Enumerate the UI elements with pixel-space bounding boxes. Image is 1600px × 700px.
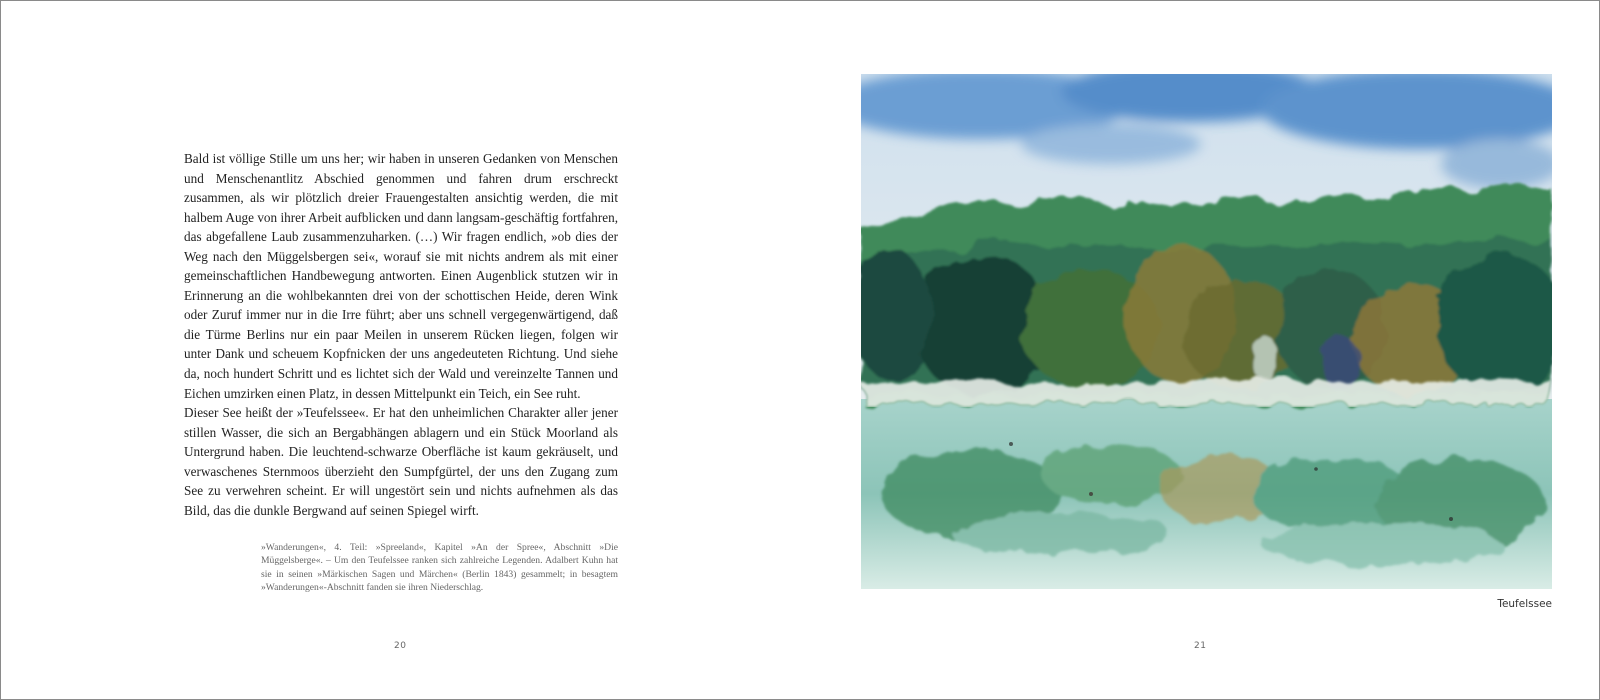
watercolor-lake-image xyxy=(861,74,1552,589)
paragraph-2: Dieser See heißt der »Teufelssee«. Er hat den unheimlichen Charakter aller jener stillen Wasser, die sich an Bergabhängen ablagern und ein Stück Moorland als Untergrund haben. Die leuchtend-schwarze Oberfläche ist kaum gekräuselt, und verwaschenes Sternmoos überzieht den Sumpfgürtel, der uns den Zugang zum See zu verwehren scheint. Er will ungestört sein und nichts aufnehmen als das Bild, das die dunkle Bergwand auf seinen Spiegel wirft. xyxy=(184,405,618,518)
paragraph-1: Bald ist völlige Stille um uns her; wir haben in unseren Gedanken von Menschen und Menschenantlitz Abschied genommen und fahren drum erschreckt zusammen, als wir plötzlich dreier Frauengestalten ansichtig werden, die mit halbem Auge von ihrer Arbeit aufblicken und dann langsam-geschäftig fortfahren, das abgefallene Laub zusammenzuharken. (…) Wir fragen endlich, »ob dies der Weg nach den Müggelsbergen sei«, worauf sie mit nichts andrem als mit einer gemeinschaftlichen Handbewegung antworten. Einen Augenblick stutzen wir in Erinnerung an die wohlbekannten drei von der schottischen Heide, deren Wink oder Zuruf immer nur in die Irre führt; aber uns schnell vergegenwärtigend, daß die Türme Berlins nur ein paar Meilen in unserem Rücken liegen, folgen wir unter Dank und scheuem Kopfnicken der uns angedeuteten Richtung. Und siehe da, noch hundert Schritt und es lichtet sich der Wald und vereinzelte Tannen und Eichen umzirken einen Platz, in dessen Mittelpunkt ein Teich, ein See ruht. xyxy=(184,151,618,401)
page-number-left: 20 xyxy=(394,641,407,651)
left-page xyxy=(1,1,800,699)
body-text xyxy=(184,149,618,520)
watercolor-painting xyxy=(861,74,1552,589)
source-footnote: »Wanderungen«, 4. Teil: »Spreeland«, Kapitel »An der Spree«, Abschnitt »Die Müggelsberge«. – Um den Teufelssee ranken sich zahlreiche Legenden. Adalbert Kuhn hat sie in seinen »Märkischen Sagen und Märchen« (Berlin 1843) gesammelt; in besagtem »Wanderungen«-Abschnitt fanden sie ihren Niederschlag. xyxy=(261,542,618,594)
right-page xyxy=(800,1,1599,699)
page-number-right: 21 xyxy=(1194,641,1207,651)
image-caption: Teufelssee xyxy=(1497,598,1552,610)
